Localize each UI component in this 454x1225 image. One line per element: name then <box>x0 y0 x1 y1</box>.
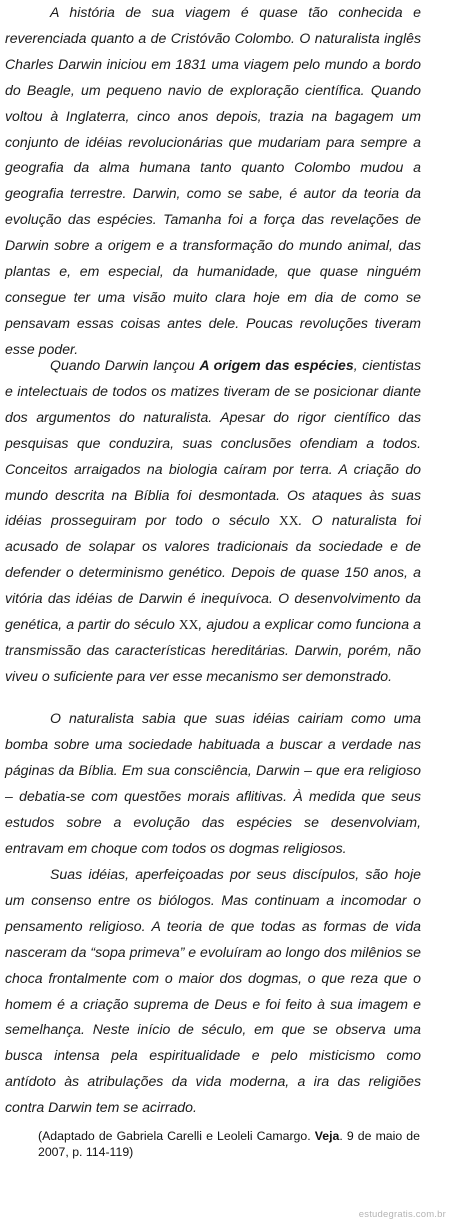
century-numeral: XX <box>279 513 299 529</box>
article-paragraph-3: O naturalista sabia que suas idéias cairiam como uma bomba sobre uma sociedade habituada a buscar a verdade nas páginas da Bíblia. Em sua consciência, Darwin – que era religioso – debatia-se com questões morais aflitivas. À medida que seus estudos sobre a evolução das espécies se desenvolviam, entravam em choque com todos os dogmas religiosos. <box>5 710 421 856</box>
article-paragraph-2 <box>5 353 421 690</box>
article-paragraph-1: A história de sua viagem é quase tão conhecida e reverenciada quanto a de Cristóvão Colombo. O naturalista inglês Charles Darwin iniciou em 1831 uma viagem pelo mundo a bordo do Beagle, um pequeno navio de exploração científica. Quando voltou à Inglaterra, cinco anos depois, trazia na bagagem um conjunto de idéias revolucionárias que mudariam para sempre a geografia da alma humana tanto quanto Colombo mudou a geografia terrestre. Darwin, como se sabe, é autor da teoria da evolução das espécies. Tamanha foi a força das revelações de Darwin sobre a origem e a transformação do mundo animal, das plantas e, em especial, da humanidade, que quase ninguém consegue ter uma visão muito clara hoje em dia de como se pensavam essas coisas antes dele. Poucas revoluções tiveram esse poder. <box>5 4 421 357</box>
citation-authors: (Adaptado de Gabriela Carelli e Leoleli Camargo. <box>38 1129 315 1143</box>
article-paragraph-4: Suas idéias, aperfeiçoadas por seus discípulos, são hoje um consenso entre os biólogos. Mas continuam a incomodar o pensamento religioso. A teoria de que todas as formas de vida nasceram da “sopa primeva” e evoluíram ao longo dos milênios se choca frontalmente com o maior dos dogmas, o que reza que o homem é a criação suprema de Deus e foi feito à sua imagem e semelhança. Neste início de século, em que se observa uma busca intensa pela espiritualidade e pelo misticismo como antídoto às atribulações da vida moderna, a ira das religiões contra Darwin tem se acirrado. <box>5 866 421 1116</box>
site-watermark: estudegratis.com.br <box>358 1209 446 1220</box>
paragraph-2-text-continued: . O naturalista foi acusado de solapar os valores tradicionais da sociedade e de defender o determinismo genético. Depois de quase 150 anos, a vitória das idéias de Darwin é inequívoca. O desenvolvimento da genética, a partir do século <box>5 512 421 633</box>
paragraph-2-text-middle: , cientistas e intelectuais de todos os matizes tiveram de se posicionar diante dos argumentos do naturalista. Apesar do rigor científico das pesquisas que conduzira, suas conclusões ofendiam a todos. Conceitos arraigados na biologia caíram por terra. A criação do mundo descrita na Bíblia foi desmontada. Os ataques às suas idéias prosseguiram por todo o século <box>5 357 421 529</box>
century-numeral: XX <box>178 617 199 633</box>
citation-date-pages: . 9 de maio de 2007, p. 114-119) <box>38 1129 420 1159</box>
source-citation <box>38 1128 420 1160</box>
paragraph-2-text-start: Quando Darwin lançou <box>50 357 200 373</box>
citation-magazine: Veja <box>314 1129 340 1143</box>
paragraph-2-text-end: , ajudou a explicar como funciona a transmissão das características hereditárias. Darwin, porém, não viveu o suficiente para ver esse mecanismo ser demonstrado. <box>5 616 421 684</box>
book-title: A origem das espécies <box>199 357 354 373</box>
